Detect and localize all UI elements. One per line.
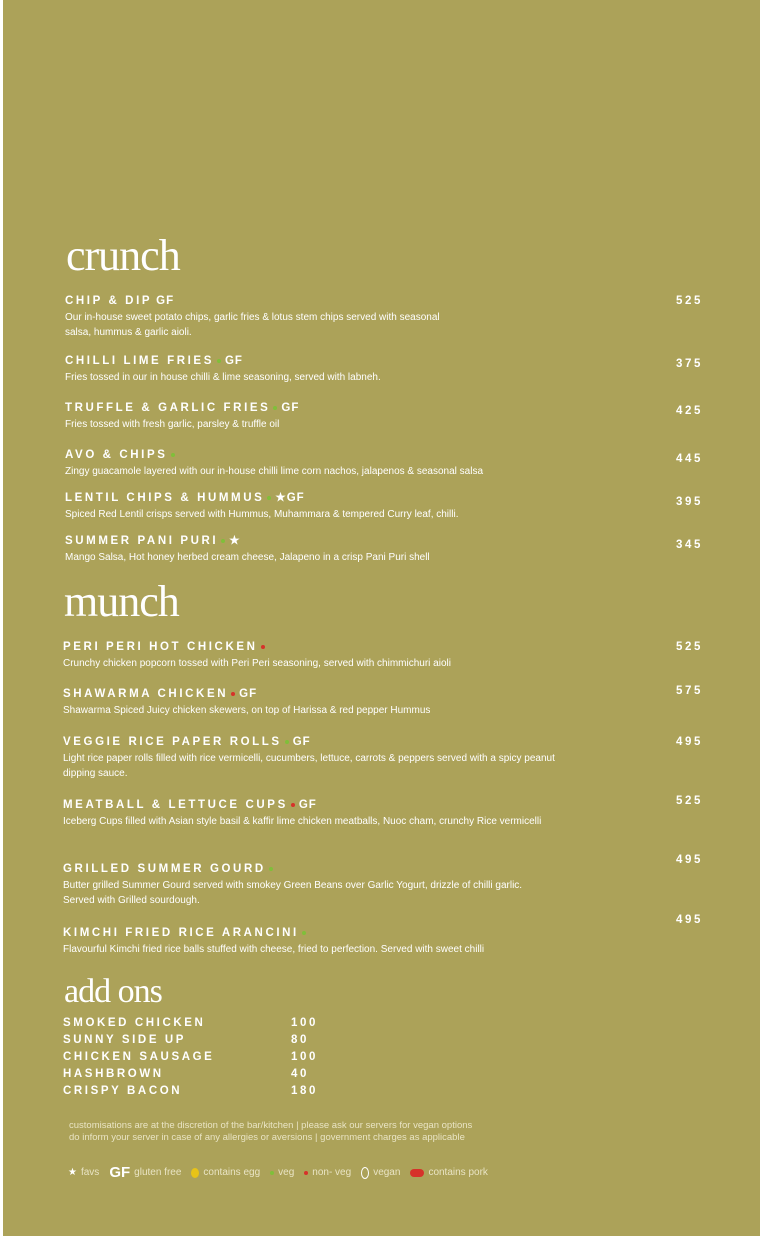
item-description: Butter grilled Summer Gourd served with smokey Green Beans over Garlic Yogurt, drizzle of chilli garlic. Served with Grilled sourdough. <box>63 880 523 906</box>
item-description: Mango Salsa, Hot honey herbed cream cheese, Jalapeno in a crisp Pani Puri shell <box>65 552 430 563</box>
veg-dot-icon <box>285 740 289 744</box>
legend-pork: contains pork <box>410 1167 487 1178</box>
gf-icon: GF <box>109 1164 131 1181</box>
addon-row <box>63 1032 383 1049</box>
addon-name: SUNNY SIDE UP <box>63 1034 187 1046</box>
section-title-addons: add ons <box>64 973 162 1010</box>
veg-dot-icon <box>221 539 225 543</box>
item-name: PERI PERI HOT CHICKEN <box>63 640 703 654</box>
item-name: GRILLED SUMMER GOURD <box>63 862 703 876</box>
gf-mark: GF <box>281 402 300 414</box>
menu-item <box>65 354 705 385</box>
item-description: Our in-house sweet potato chips, garlic fries & lotus stem chips served with seasonal salsa, hummus & garlic aioli. <box>65 312 440 338</box>
item-name: CHIP & DIP GF <box>65 295 175 307</box>
addon-price: 100 <box>291 1051 318 1063</box>
menu-item <box>63 926 703 957</box>
section-title-crunch: crunch <box>66 231 180 280</box>
addon-price: 80 <box>291 1034 309 1046</box>
item-description: Fries tossed in our in house chilli & lime seasoning, served with labneh. <box>65 372 381 383</box>
veg-dot-icon <box>269 867 273 871</box>
item-name: VEGGIE RICE PAPER ROLLS GF <box>63 736 311 748</box>
veg-dot-icon <box>302 931 306 935</box>
legend-vegan: vegan <box>361 1167 400 1179</box>
item-name: CHILLI LIME FRIES GF <box>65 355 243 367</box>
legend-egg: contains egg <box>191 1167 260 1178</box>
item-description: Crunchy chicken popcorn tossed with Peri Peri seasoning, served with chimmichuri aioli <box>63 658 451 669</box>
item-price: 425 <box>676 405 703 417</box>
item-price: 495 <box>676 736 703 748</box>
item-name: TRUFFLE & GARLIC FRIES GF <box>65 402 300 414</box>
item-price: 495 <box>676 914 703 926</box>
menu-item <box>63 798 703 829</box>
item-description: Flavourful Kimchi fried rice balls stuffed with cheese, fried to perfection. Served with sweet chilli <box>63 944 485 955</box>
item-price: 525 <box>676 295 703 307</box>
addon-price: 40 <box>291 1068 309 1080</box>
item-name: SUMMER PANI PURI ★ <box>65 535 241 547</box>
nonveg-dot-icon <box>291 803 295 807</box>
gf-mark: GF <box>292 736 311 748</box>
legend-favs: ★ favs <box>68 1167 100 1178</box>
menu-item <box>65 534 705 565</box>
footnote-line-2: do inform your server in case of any allergies or aversions | government charges as applicable <box>69 1132 465 1143</box>
pork-icon <box>410 1169 424 1177</box>
addon-name: SMOKED CHICKEN <box>63 1017 206 1029</box>
item-description: Spiced Red Lentil crisps served with Hummus, Muhammara & tempered Curry leaf, chilli. <box>65 509 459 520</box>
veg-dot-icon <box>267 496 271 500</box>
item-price: 575 <box>676 685 703 697</box>
addon-row <box>63 1015 383 1032</box>
veg-dot-icon <box>171 453 175 457</box>
legend-veg: veg <box>270 1167 294 1178</box>
addon-name: CHICKEN SAUSAGE <box>63 1051 215 1063</box>
item-price: 395 <box>676 496 703 508</box>
item-price: 445 <box>676 453 703 465</box>
menu-item <box>63 862 703 908</box>
menu-item <box>65 401 705 432</box>
item-price: 525 <box>676 641 703 653</box>
item-name: MEATBALL & LETTUCE CUPS GF <box>63 799 317 811</box>
addon-row <box>63 1049 383 1066</box>
item-price: 345 <box>676 539 703 551</box>
nonveg-dot-icon <box>304 1171 308 1175</box>
menu-page <box>3 0 760 1236</box>
gf-mark: GF <box>156 295 175 307</box>
gf-mark: GF <box>298 799 317 811</box>
menu-item <box>63 640 703 671</box>
item-price: 375 <box>676 358 703 370</box>
addon-name: CRISPY BACON <box>63 1085 183 1097</box>
gf-mark: GF <box>224 355 243 367</box>
addon-row <box>63 1066 383 1083</box>
item-price: 525 <box>676 795 703 807</box>
item-name: SHAWARMA CHICKEN GF <box>63 688 258 700</box>
menu-item <box>65 294 705 340</box>
egg-icon <box>191 1168 199 1178</box>
addon-name: HASHBROWN <box>63 1068 164 1080</box>
fav-gf-mark: ★GF <box>275 492 305 504</box>
star-icon: ★ <box>68 1167 77 1178</box>
item-description: Shawarma Spiced Juicy chicken skewers, on top of Harissa & red pepper Hummus <box>63 705 431 716</box>
item-name: KIMCHI FRIED RICE ARANCINI <box>63 926 703 940</box>
item-description: Zingy guacamole layered with our in-house chilli lime corn nachos, jalapenos & seasonal salsa <box>65 466 484 477</box>
item-price: 495 <box>676 854 703 866</box>
item-description: Fries tossed with fresh garlic, parsley & truffle oil <box>65 419 280 430</box>
legend-gluten-free: GF gluten free <box>109 1164 182 1181</box>
footnote-line-1: customisations are at the discretion of the bar/kitchen | please ask our servers for vegan options <box>69 1120 473 1131</box>
leaf-icon <box>361 1167 369 1179</box>
fav-mark: ★ <box>229 535 241 547</box>
addon-price: 100 <box>291 1017 318 1029</box>
item-name: AVO & CHIPS <box>65 448 705 462</box>
section-title-munch: munch <box>64 577 179 626</box>
veg-dot-icon <box>273 406 277 410</box>
item-name: LENTIL CHIPS & HUMMUS ★GF <box>65 492 305 504</box>
gf-mark: GF <box>239 688 258 700</box>
addon-row <box>63 1083 383 1100</box>
item-description: Light rice paper rolls filled with rice vermicelli, cucumbers, lettuce, carrots & peppers served with a spicy peanut dipping sauce. <box>63 753 555 779</box>
legend-nonveg: non- veg <box>304 1167 351 1178</box>
addon-price: 180 <box>291 1085 318 1097</box>
menu-item <box>63 687 703 718</box>
legend <box>68 1164 488 1181</box>
nonveg-dot-icon <box>231 692 235 696</box>
item-description: Iceberg Cups filled with Asian style basil & kaffir lime chicken meatballs, Nuoc cham, crunchy Rice vermicelli <box>63 816 542 827</box>
menu-item <box>65 448 705 479</box>
nonveg-dot-icon <box>261 645 265 649</box>
veg-dot-icon <box>217 359 221 363</box>
veg-dot-icon <box>270 1171 274 1175</box>
menu-item <box>63 735 703 781</box>
footnote <box>69 1120 589 1144</box>
menu-item <box>65 491 705 522</box>
